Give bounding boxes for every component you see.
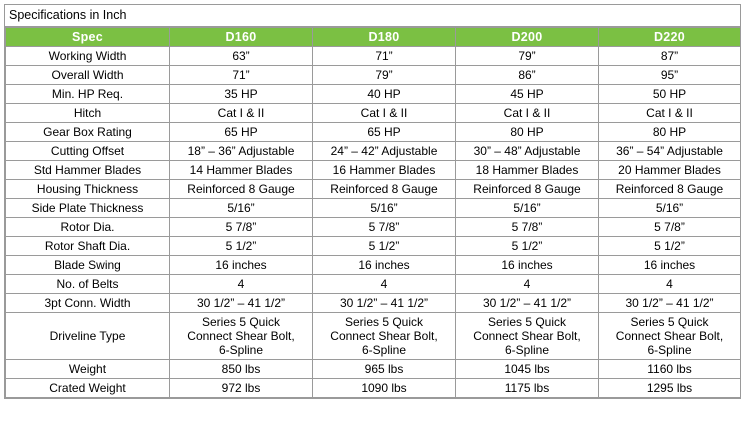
cell-d180: 5/16”: [313, 199, 456, 218]
cell-d200: [456, 313, 599, 360]
column-header-d220: D220: [599, 28, 741, 47]
row-label: Blade Swing: [6, 256, 170, 275]
header-row: [6, 28, 741, 47]
cell-d180: Reinforced 8 Gauge: [313, 180, 456, 199]
cell-d200: 5 7/8”: [456, 218, 599, 237]
cell-d160: 71”: [170, 66, 313, 85]
cell-d220: 36” – 54” Adjustable: [599, 142, 741, 161]
table-row: [6, 294, 741, 313]
cell-d160: 63”: [170, 47, 313, 66]
cell-d180: 5 7/8”: [313, 218, 456, 237]
row-label: Cutting Offset: [6, 142, 170, 161]
cell-d160: 5 7/8”: [170, 218, 313, 237]
cell-line: Series 5 Quick: [487, 315, 567, 329]
cell-line: Connect Shear Bolt,: [473, 329, 581, 343]
cell-d220: 50 HP: [599, 85, 741, 104]
table-row: [6, 161, 741, 180]
cell-d220: 1295 lbs: [599, 379, 741, 398]
cell-d180: 1090 lbs: [313, 379, 456, 398]
cell-d180: 24” – 42” Adjustable: [313, 142, 456, 161]
table-row: [6, 275, 741, 294]
cell-d160: 65 HP: [170, 123, 313, 142]
cell-d180: 65 HP: [313, 123, 456, 142]
cell-d160: 14 Hammer Blades: [170, 161, 313, 180]
cell-d160: 30 1/2” – 41 1/2”: [170, 294, 313, 313]
cell-d200: 30” – 48” Adjustable: [456, 142, 599, 161]
table-row: [6, 360, 741, 379]
row-label: Driveline Type: [6, 313, 170, 360]
row-label: Overall Width: [6, 66, 170, 85]
cell-d180: 4: [313, 275, 456, 294]
cell-d200: 5/16”: [456, 199, 599, 218]
row-label: Crated Weight: [6, 379, 170, 398]
cell-d160: 18” – 36” Adjustable: [170, 142, 313, 161]
cell-d200: 18 Hammer Blades: [456, 161, 599, 180]
cell-d180: [313, 313, 456, 360]
cell-d220: 87”: [599, 47, 741, 66]
cell-d180: 71”: [313, 47, 456, 66]
table-body: [6, 47, 741, 398]
cell-d220: 5 7/8”: [599, 218, 741, 237]
cell-d180: 5 1/2”: [313, 237, 456, 256]
row-label: Min. HP Req.: [6, 85, 170, 104]
row-label: Hitch: [6, 104, 170, 123]
cell-d180: 16 Hammer Blades: [313, 161, 456, 180]
cell-line: Connect Shear Bolt,: [187, 329, 295, 343]
row-label: No. of Belts: [6, 275, 170, 294]
cell-d180: 30 1/2” – 41 1/2”: [313, 294, 456, 313]
cell-d220: 80 HP: [599, 123, 741, 142]
table-header: [6, 28, 741, 47]
cell-d220: 30 1/2” – 41 1/2”: [599, 294, 741, 313]
table-row: [6, 218, 741, 237]
cell-d160: [170, 313, 313, 360]
cell-d160: 972 lbs: [170, 379, 313, 398]
cell-d200: 79”: [456, 47, 599, 66]
cell-d200: 80 HP: [456, 123, 599, 142]
cell-d180: 79”: [313, 66, 456, 85]
cell-d220: 1160 lbs: [599, 360, 741, 379]
cell-d160: 16 inches: [170, 256, 313, 275]
cell-line: 6-Spline: [361, 343, 407, 357]
cell-line: 6-Spline: [218, 343, 264, 357]
cell-d200: Reinforced 8 Gauge: [456, 180, 599, 199]
table-row: [6, 379, 741, 398]
row-label: Rotor Dia.: [6, 218, 170, 237]
cell-d200: 1175 lbs: [456, 379, 599, 398]
table-row: [6, 180, 741, 199]
cell-line: Connect Shear Bolt,: [330, 329, 438, 343]
table-row: [6, 123, 741, 142]
table-row: [6, 66, 741, 85]
cell-line: Series 5 Quick: [630, 315, 709, 329]
row-label: 3pt Conn. Width: [6, 294, 170, 313]
cell-d200: 1045 lbs: [456, 360, 599, 379]
column-header-d200: D200: [456, 28, 599, 47]
row-label: Rotor Shaft Dia.: [6, 237, 170, 256]
cell-line: Connect Shear Bolt,: [615, 329, 724, 343]
table-row: [6, 199, 741, 218]
cell-d160: Reinforced 8 Gauge: [170, 180, 313, 199]
cell-d200: 5 1/2”: [456, 237, 599, 256]
cell-line: Series 5 Quick: [201, 315, 281, 329]
cell-d220: 20 Hammer Blades: [599, 161, 741, 180]
cell-line: 6-Spline: [647, 343, 692, 357]
cell-d220: 4: [599, 275, 741, 294]
cell-line: 6-Spline: [504, 343, 550, 357]
cell-d220: [599, 313, 741, 360]
row-label: Side Plate Thickness: [6, 199, 170, 218]
cell-d160: 35 HP: [170, 85, 313, 104]
cell-d200: 86”: [456, 66, 599, 85]
specifications-panel: [4, 4, 741, 399]
cell-d200: Cat I & II: [456, 104, 599, 123]
column-header-spec: Spec: [6, 28, 170, 47]
cell-d180: 965 lbs: [313, 360, 456, 379]
table-row: [6, 104, 741, 123]
column-header-d180: D180: [313, 28, 456, 47]
cell-d200: 45 HP: [456, 85, 599, 104]
table-caption: Specifications in Inch: [5, 5, 740, 27]
column-header-d160: D160: [170, 28, 313, 47]
cell-d180: 40 HP: [313, 85, 456, 104]
row-label: Weight: [6, 360, 170, 379]
cell-d220: Reinforced 8 Gauge: [599, 180, 741, 199]
table-row: [6, 313, 741, 360]
specifications-table: [5, 27, 741, 398]
cell-d160: 5/16”: [170, 199, 313, 218]
cell-d220: Cat I & II: [599, 104, 741, 123]
row-label: Working Width: [6, 47, 170, 66]
row-label: Housing Thickness: [6, 180, 170, 199]
table-row: [6, 142, 741, 161]
cell-d160: 4: [170, 275, 313, 294]
cell-d220: 5/16”: [599, 199, 741, 218]
cell-d200: 30 1/2” – 41 1/2”: [456, 294, 599, 313]
cell-d220: 95”: [599, 66, 741, 85]
table-row: [6, 256, 741, 275]
table-row: [6, 237, 741, 256]
cell-d160: 850 lbs: [170, 360, 313, 379]
cell-d200: 16 inches: [456, 256, 599, 275]
row-label: Std Hammer Blades: [6, 161, 170, 180]
table-row: [6, 47, 741, 66]
cell-line: Series 5 Quick: [344, 315, 424, 329]
row-label: Gear Box Rating: [6, 123, 170, 142]
cell-d200: 4: [456, 275, 599, 294]
cell-d160: 5 1/2”: [170, 237, 313, 256]
cell-d160: Cat I & II: [170, 104, 313, 123]
cell-d180: Cat I & II: [313, 104, 456, 123]
table-row: [6, 85, 741, 104]
cell-d220: 5 1/2”: [599, 237, 741, 256]
cell-d220: 16 inches: [599, 256, 741, 275]
cell-d180: 16 inches: [313, 256, 456, 275]
